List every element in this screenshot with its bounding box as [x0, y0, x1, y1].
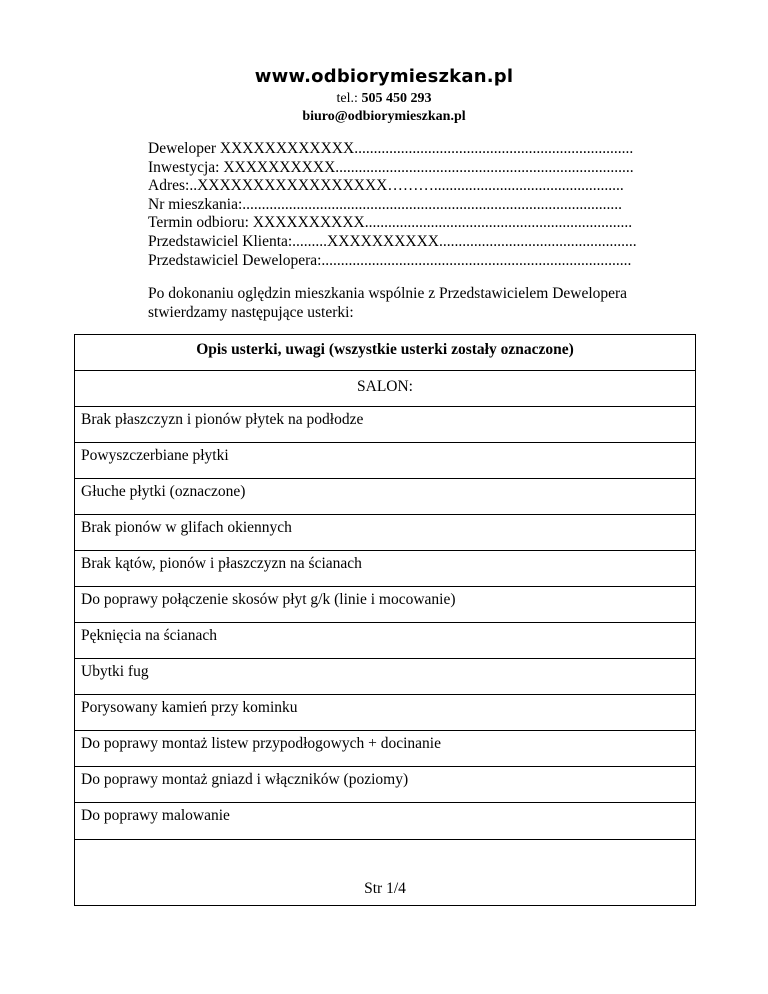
apartment-number-line: Nr mieszkania:..................................................................................................: [148, 195, 623, 213]
client-representative-line: Przedstawiciel Klienta:.........XXXXXXXXXX...................................................: [148, 232, 637, 250]
table-row: [75, 803, 695, 840]
defect-item: Powyszczerbiane płytki: [81, 447, 229, 464]
defect-item: Porysowany kamień przy kominku: [81, 699, 298, 716]
table-row: [75, 407, 695, 443]
table-row: [75, 479, 695, 515]
table-header-text: Opis usterki, uwagi (wszystkie usterki zostały oznaczone): [196, 341, 574, 358]
investment-line: Inwestycja: XXXXXXXXXX.............................................................................: [148, 158, 634, 176]
table-row: [75, 587, 695, 623]
developer-representative-line: Przedstawiciel Dewelopera:................................................................................: [148, 251, 632, 269]
section-title: SALON:: [357, 378, 413, 395]
apartment-info-block: [148, 140, 688, 270]
table-row: [75, 623, 695, 659]
defect-item: Do poprawy montaż gniazd i włączników (poziomy): [81, 771, 409, 788]
email-address: biuro@odbiorymieszkan.pl: [302, 109, 466, 124]
table-row: [75, 659, 695, 695]
defect-item: Głuche płytki (oznaczone): [81, 483, 246, 500]
table-header-row: [75, 335, 695, 371]
phone-line: [0, 91, 768, 107]
section-row-salon: [75, 371, 695, 407]
defects-table: [74, 334, 696, 906]
defect-item: Brak kątów, pionów i płaszczyzn na ścianach: [81, 555, 362, 572]
phone-number: 505 450 293: [361, 91, 432, 106]
acceptance-date-line: Termin odbioru: XXXXXXXXXX.....................................................................: [148, 214, 633, 232]
table-row: [75, 695, 695, 731]
defect-item: Brak płaszczyzn i pionów płytek na podłodze: [81, 411, 364, 428]
address-line: Adres:..XXXXXXXXXXXXXXXXX……….................................................: [148, 177, 624, 195]
empty-footer-row: [75, 840, 695, 906]
page-number: Str 1/4: [364, 880, 406, 897]
table-row: [75, 731, 695, 767]
table-row: [75, 515, 695, 551]
developer-line: Deweloper XXXXXXXXXXXX........................................................................: [148, 140, 634, 157]
defect-item: Do poprawy montaż listew przypodłogowych + docinanie: [81, 735, 441, 752]
intro-paragraph: Po dokonaniu oględzin mieszkania wspólnie z Przedstawicielem Dewelopera stwierdzamy następujące usterki:: [148, 285, 628, 321]
defect-item: Pęknięcia na ścianach: [81, 627, 217, 644]
table-row: [75, 443, 695, 479]
defect-item: Ubytki fug: [81, 663, 149, 680]
defect-item: Do poprawy malowanie: [81, 807, 230, 824]
table-row: [75, 551, 695, 587]
defect-item: Do poprawy połączenie skosów płyt g/k (linie i mocowanie): [81, 591, 456, 608]
website-title: www.odbiorymieszkan.pl: [254, 66, 514, 87]
table-row: [75, 767, 695, 803]
phone-label: tel.:: [336, 91, 362, 106]
defect-item: Brak pionów w glifach okiennych: [81, 519, 292, 536]
